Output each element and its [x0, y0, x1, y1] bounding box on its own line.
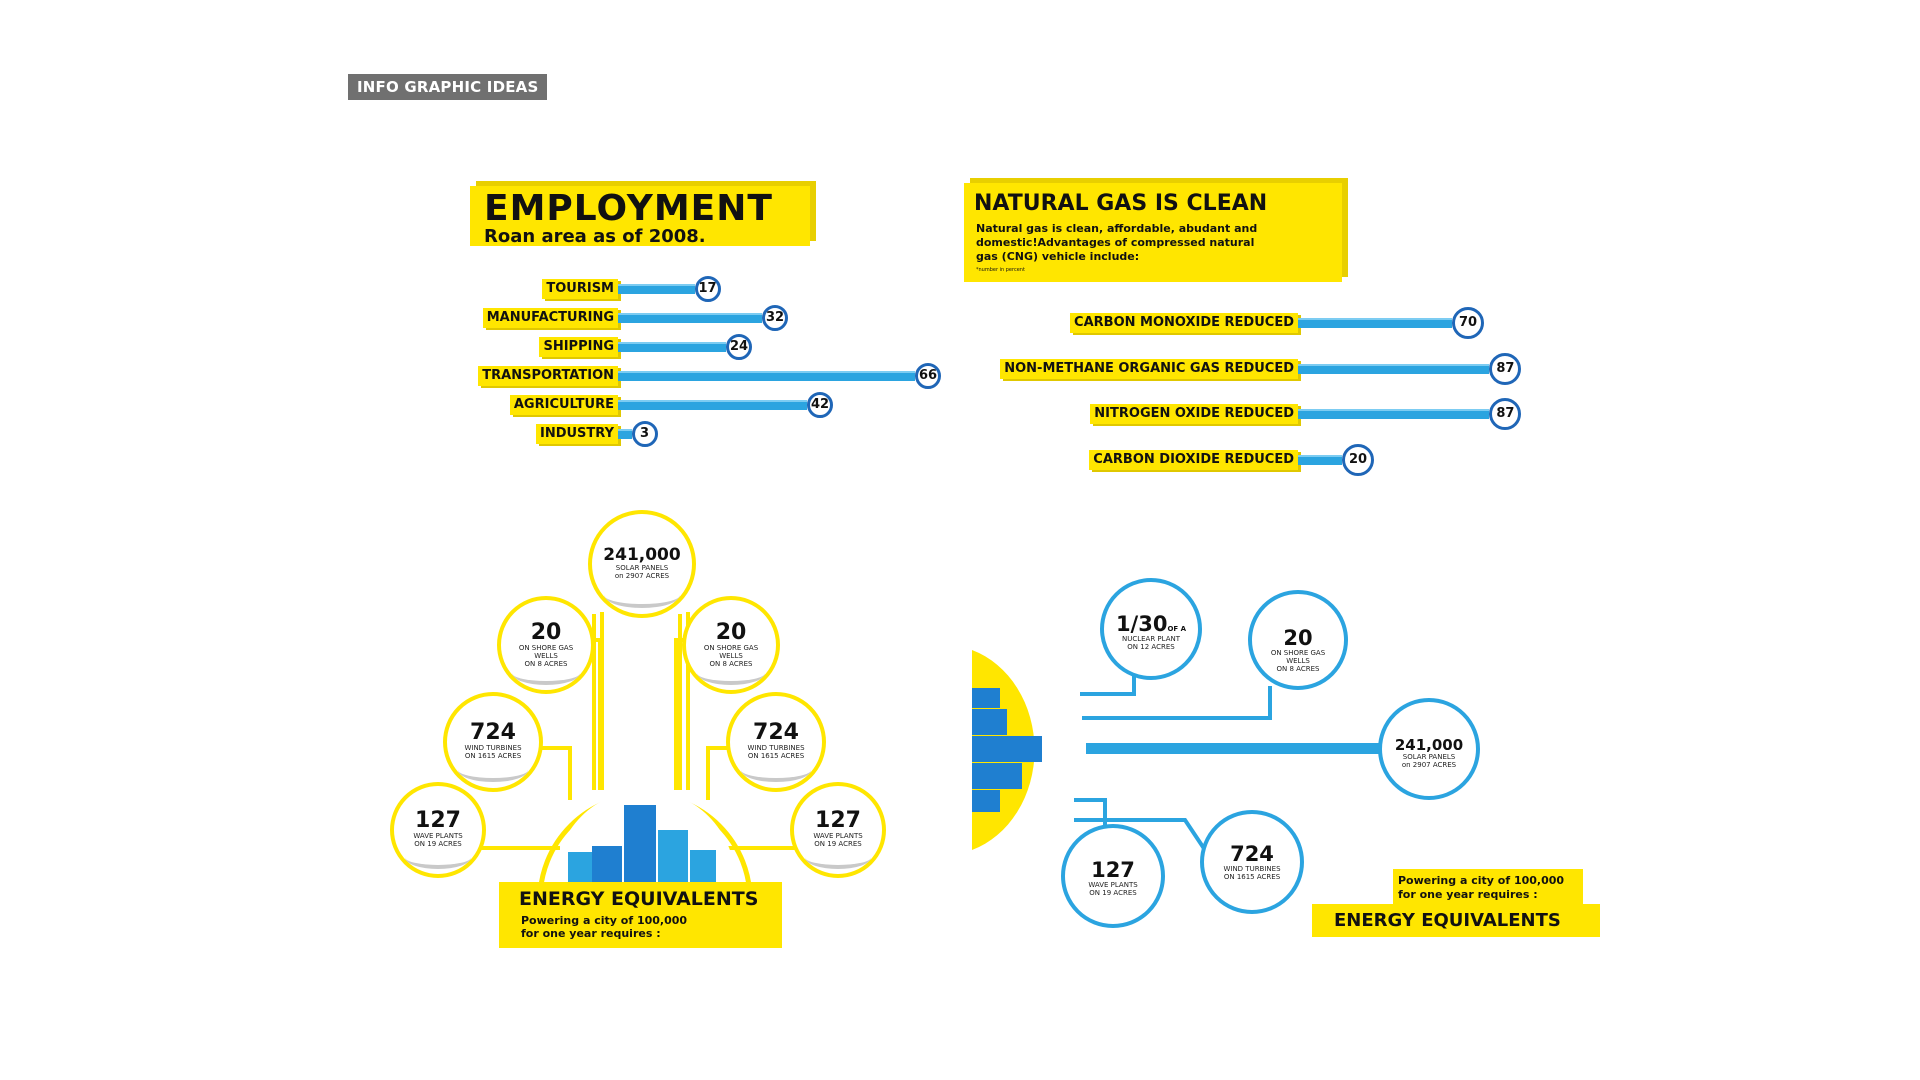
gas-wells-right-side-label: ON SHORE GAS — [1270, 649, 1326, 657]
wave-plants-left-acres: ON 19 ACRES — [414, 840, 462, 848]
gas-wells-right-acres: ON 8 ACRES — [709, 660, 753, 668]
gas-wells-left-label: ON SHORE GAS — [518, 644, 574, 652]
gas-wells-left-label2: WELLS — [534, 652, 558, 660]
solar-panels-label: SOLAR PANELS — [615, 564, 669, 572]
bar-value-industry: 3 — [632, 421, 658, 447]
energy-right-subtitle-1: Powering a city of 100,000 — [1398, 874, 1565, 887]
nuclear-plant-bubble — [1100, 578, 1202, 680]
solar-panels-right-bubble — [1378, 698, 1480, 800]
wave-plants-right-acres: ON 19 ACRES — [814, 840, 862, 848]
bar-value-manufacturing: 32 — [762, 305, 788, 331]
natural-gas-note: *number in percent — [976, 267, 1025, 273]
solar-panels-right-label: SOLAR PANELS — [1402, 753, 1456, 761]
gas-wells-left-acres: ON 8 ACRES — [524, 660, 568, 668]
solar-panels-acres: on 2907 ACRES — [614, 572, 670, 580]
wind-turbines-right-acres: ON 1615 ACRES — [747, 752, 805, 760]
wave-plants-right-side-acres: ON 19 ACRES — [1089, 889, 1137, 897]
gas-wells-left-count: 20 — [530, 620, 562, 645]
bar-label-shipping: SHIPPING — [539, 337, 618, 357]
gas-wells-right-side-bubble — [1248, 590, 1348, 690]
solar-panels-right-acres: on 2907 ACRES — [1401, 761, 1457, 769]
bar-label-manufacturing: MANUFACTURING — [483, 308, 618, 328]
solar-panels-right-count: 241,000 — [1394, 736, 1464, 754]
gas-wells-right-count: 20 — [715, 620, 747, 645]
bar-label-tourism: TOURISM — [542, 279, 618, 299]
bar-label-non-methane-organic-gas-reduced: NON-METHANE ORGANIC GAS REDUCED — [1000, 359, 1298, 379]
wind-turbines-left-label: WIND TURBINES — [464, 744, 522, 752]
wave-plants-right-label: WAVE PLANTS — [813, 832, 863, 840]
energy-right-title-box — [1312, 904, 1600, 937]
bar-label-industry: INDUSTRY — [536, 424, 618, 444]
natural-gas-title: NATURAL GAS IS CLEAN — [974, 191, 1268, 216]
wave-plants-right-count: 127 — [815, 808, 861, 833]
employment-title: EMPLOYMENT — [484, 188, 773, 229]
bar-label-carbon-dioxide-reduced: CARBON DIOXIDE REDUCED — [1089, 450, 1298, 470]
bar-value-carbon-monoxide-reduced: 70 — [1452, 307, 1484, 339]
bar-label-agriculture: AGRICULTURE — [510, 395, 618, 415]
bar-value-agriculture: 42 — [807, 392, 833, 418]
energy-right-title: ENERGY EQUIVALENTS — [1334, 910, 1561, 931]
wave-plants-right-side-count: 127 — [1091, 858, 1135, 882]
energy-left-subtitle-2: for one year requires : — [521, 927, 661, 940]
wind-turbines-right-side-label: WIND TURBINES — [1223, 865, 1281, 873]
wave-plants-right-side-bubble — [1061, 824, 1165, 928]
nuclear-plant-label: NUCLEAR PLANT — [1121, 635, 1181, 643]
bar-label-transportation: TRANSPORTATION — [478, 366, 618, 386]
page-tag: INFO GRAPHIC IDEAS — [348, 74, 547, 100]
bar-value-carbon-dioxide-reduced: 20 — [1342, 444, 1374, 476]
wave-plants-right-side-label: WAVE PLANTS — [1088, 881, 1138, 889]
wind-turbines-left-acres: ON 1615 ACRES — [464, 752, 522, 760]
bar-label-carbon-monoxide-reduced: CARBON MONOXIDE REDUCED — [1070, 313, 1298, 333]
wind-turbines-right-side-count: 724 — [1230, 842, 1274, 866]
gas-wells-right-label2: WELLS — [719, 652, 743, 660]
energy-right-subtitle-box — [1393, 869, 1583, 907]
wave-plants-left-count: 127 — [415, 808, 461, 833]
employment-subtitle: Roan area as of 2008. — [484, 226, 706, 247]
nuclear-plant-of-a: OF A — [1167, 625, 1187, 633]
bar-value-non-methane-organic-gas-reduced: 87 — [1489, 353, 1521, 385]
natural-gas-body: Natural gas is clean, affordable, abudant and domestic!Advantages of compressed natural gas (CNG) vehicle include: — [976, 222, 1258, 263]
wind-turbines-right-side-acres: ON 1615 ACRES — [1223, 873, 1281, 881]
bar-value-shipping: 24 — [726, 334, 752, 360]
bar-value-tourism: 17 — [695, 276, 721, 302]
gas-wells-right-side-label2: WELLS — [1286, 657, 1310, 665]
gas-wells-right-side-count: 20 — [1283, 626, 1313, 650]
energy-left-subtitle-1: Powering a city of 100,000 — [521, 914, 688, 927]
wind-turbines-right-count: 724 — [753, 720, 799, 745]
nuclear-plant-fraction: 1/30 — [1115, 612, 1168, 636]
bar-value-transportation: 66 — [915, 363, 941, 389]
wind-turbines-right-label: WIND TURBINES — [747, 744, 805, 752]
gas-wells-right-side-acres: ON 8 ACRES — [1276, 665, 1320, 673]
bar-value-nitrogen-oxide-reduced: 87 — [1489, 398, 1521, 430]
gas-wells-right-label: ON SHORE GAS — [703, 644, 759, 652]
nuclear-plant-count — [1104, 614, 1198, 635]
wind-turbines-right-side-bubble — [1200, 810, 1304, 914]
energy-left-title: ENERGY EQUIVALENTS — [519, 888, 759, 910]
solar-panels-count: 241,000 — [603, 545, 681, 565]
wave-plants-left-label: WAVE PLANTS — [413, 832, 463, 840]
wind-turbines-left-count: 724 — [470, 720, 516, 745]
nuclear-plant-acres: ON 12 ACRES — [1127, 643, 1175, 651]
energy-right-subtitle-2: for one year requires : — [1398, 888, 1538, 901]
bar-label-nitrogen-oxide-reduced: NITROGEN OXIDE REDUCED — [1090, 404, 1298, 424]
